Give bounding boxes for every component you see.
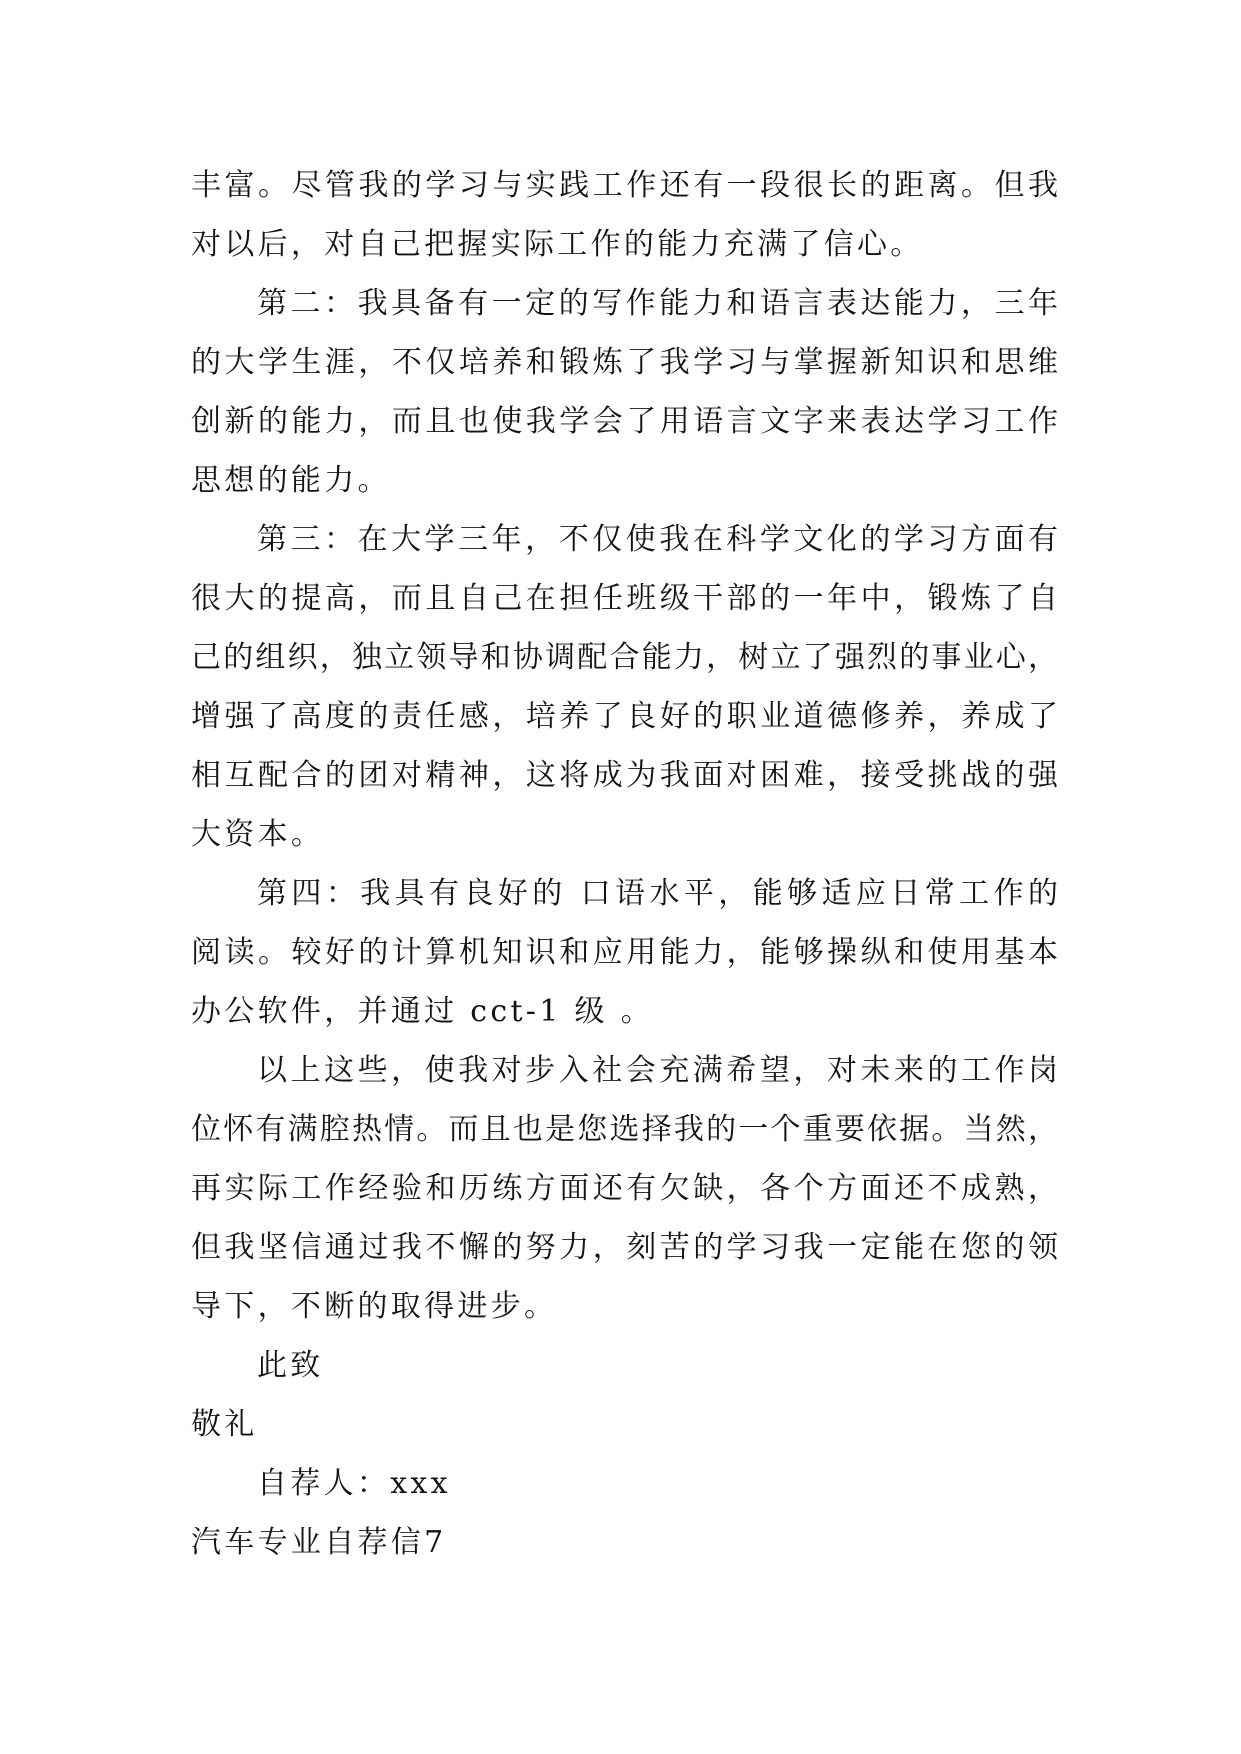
paragraph [191, 156, 1058, 274]
paragraph [191, 274, 1058, 510]
text-line: 再实际工作经验和历练方面还有欠缺，各个方面还不成熟， [191, 1171, 1058, 1206]
text-line: 办公软件，并通过 cct-1 级 。 [191, 994, 654, 1029]
text-line: 第四：我具有良好的 口语水平，能够适应日常工作的 [257, 876, 1058, 911]
text-line: 创新的能力，而且也使我学会了用语言文字来表达学习工作 [191, 404, 1058, 439]
text-line: 自荐人：xxx [257, 1466, 451, 1501]
text-line: 很大的提高，而且自己在担任班级干部的一年中，锻炼了自 [191, 581, 1058, 616]
text-line: 的大学生涯，不仅培养和锻炼了我学习与掌握新知识和思维 [191, 345, 1058, 380]
text-line: 大资本。 [191, 817, 325, 852]
text-line: 第二：我具备有一定的写作能力和语言表达能力，三年 [257, 286, 1058, 321]
text-line: 但我坚信通过我不懈的努力，刻苦的学习我一定能在您的领 [191, 1230, 1058, 1265]
paragraph [191, 1336, 1058, 1395]
paragraph [191, 1041, 1058, 1336]
text-line: 阅读。较好的计算机知识和应用能力，能够操纵和使用基本 [191, 935, 1058, 970]
paragraph [191, 864, 1058, 1041]
text-line: 以上这些，使我对步入社会充满希望，对未来的工作岗 [257, 1053, 1058, 1088]
text-line: 此致 [257, 1348, 324, 1383]
paragraph [191, 1395, 1058, 1454]
text-line: 对以后，对自己把握实际工作的能力充满了信心。 [191, 227, 924, 262]
text-line: 思想的能力。 [191, 463, 391, 498]
text-line: 位怀有满腔热情。而且也是您选择我的一个重要依据。当然， [191, 1112, 1058, 1147]
paragraph [191, 1513, 1058, 1572]
text-line: 汽车专业自荐信7 [191, 1525, 447, 1560]
paragraph [191, 1454, 1058, 1513]
paragraph [191, 510, 1058, 864]
text-line: 增强了高度的责任感，培养了良好的职业道德修养，养成了 [191, 699, 1058, 734]
letter-body [191, 156, 1058, 1572]
text-line: 导下，不断的取得进步。 [191, 1289, 558, 1324]
text-line: 相互配合的团对精神，这将成为我面对困难，接受挑战的强 [191, 758, 1058, 793]
text-line: 丰富。尽管我的学习与实践工作还有一段很长的距离。但我 [191, 168, 1058, 203]
text-line: 己的组织，独立领导和协调配合能力，树立了强烈的事业心， [191, 640, 1058, 675]
text-line: 敬礼 [191, 1407, 258, 1442]
text-line: 第三：在大学三年，不仅使我在科学文化的学习方面有 [257, 522, 1058, 557]
